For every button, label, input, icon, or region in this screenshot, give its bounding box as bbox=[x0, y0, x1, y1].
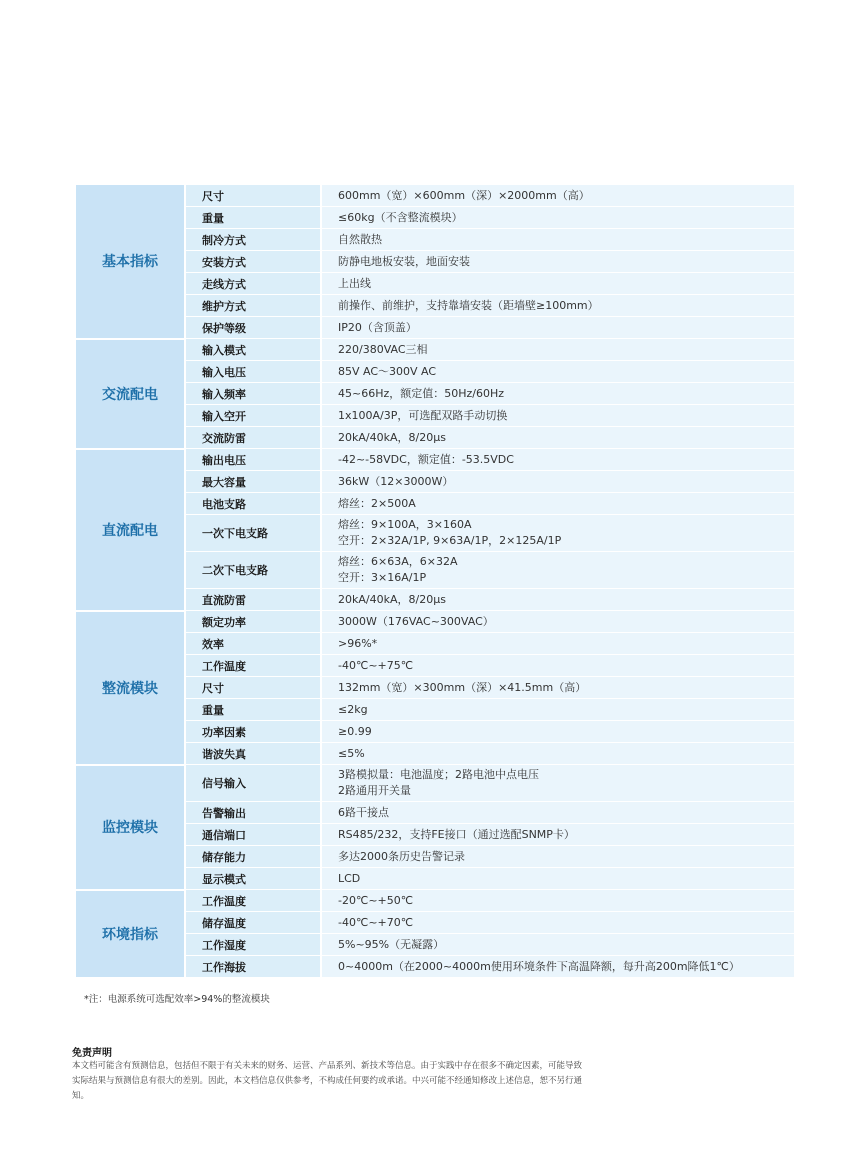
spec-param: 储存温度 bbox=[185, 912, 321, 934]
disclaimer-line: 本文档可能含有预测信息，包括但不限于有关未来的财务、运营、产品系列、新技术等信息。由于实践中存在很多不确定因素，可能导致 bbox=[72, 1061, 583, 1071]
spec-value bbox=[321, 677, 794, 699]
spec-group-label: 交流配电 bbox=[76, 339, 185, 449]
spec-value-line: 熔丝：9×100A，3×160A bbox=[338, 518, 472, 531]
spec-value bbox=[321, 317, 794, 339]
spec-param: 输入频率 bbox=[185, 383, 321, 405]
spec-value-line: 多达2000条历史告警记录 bbox=[338, 849, 465, 863]
spec-value bbox=[321, 405, 794, 427]
spec-param: 输入空开 bbox=[185, 405, 321, 427]
spec-value-line: 20kA/40kA，8/20μs bbox=[338, 430, 446, 444]
spec-param: 显示模式 bbox=[185, 868, 321, 890]
spec-group-label: 基本指标 bbox=[76, 185, 185, 339]
spec-value-line: 空开：2×32A/1P, 9×63A/1P，2×125A/1P bbox=[338, 534, 562, 547]
spec-value-line: 220/380VAC三相 bbox=[338, 342, 428, 356]
spec-value bbox=[321, 449, 794, 471]
disclaimer-line: 实际结果与预测信息有很大的差别。因此，本文档信息仅供参考，不构成任何要约或承诺。中兴可能不经通知修改上述信息，恕不另行通 bbox=[72, 1076, 583, 1086]
spec-value bbox=[321, 229, 794, 251]
spec-value bbox=[321, 493, 794, 515]
spec-param: 工作湿度 bbox=[185, 934, 321, 956]
spec-group-label: 整流模块 bbox=[76, 611, 185, 765]
spec-param: 二次下电支路 bbox=[185, 552, 321, 589]
spec-row bbox=[76, 339, 794, 361]
spec-value bbox=[321, 765, 794, 802]
spec-value bbox=[321, 802, 794, 824]
spec-row bbox=[76, 449, 794, 471]
spec-value-line: -42~-58VDC，额定值：-53.5VDC bbox=[338, 452, 514, 466]
spec-param: 交流防雷 bbox=[185, 427, 321, 449]
spec-param: 额定功率 bbox=[185, 611, 321, 633]
spec-param: 尺寸 bbox=[185, 185, 321, 207]
spec-value-line: 3路模拟量：电池温度；2路电池中点电压 bbox=[338, 768, 539, 781]
spec-param: 保护等级 bbox=[185, 317, 321, 339]
spec-value-line: ≤5% bbox=[338, 746, 365, 760]
spec-value-line: 85V AC～300V AC bbox=[338, 364, 437, 378]
spec-param: 告警输出 bbox=[185, 802, 321, 824]
spec-value-line: 空开：3×16A/1P bbox=[338, 571, 427, 584]
spec-param: 输出电压 bbox=[185, 449, 321, 471]
spec-param: 重量 bbox=[185, 699, 321, 721]
spec-value-line: 600mm（宽）×600mm（深）×2000mm（高） bbox=[338, 188, 590, 202]
spec-value-line: RS485/232，支持FE接口（通过选配SNMP卡） bbox=[338, 827, 575, 841]
spec-value bbox=[321, 361, 794, 383]
spec-row bbox=[76, 611, 794, 633]
spec-param: 最大容量 bbox=[185, 471, 321, 493]
spec-value-line: ≤2kg bbox=[338, 702, 368, 716]
spec-value-line: 132mm（宽）×300mm（深）×41.5mm（高） bbox=[338, 680, 587, 694]
spec-value bbox=[321, 633, 794, 655]
spec-value bbox=[321, 655, 794, 677]
spec-table bbox=[76, 185, 794, 979]
spec-value-line: 防静电地板安装，地面安装 bbox=[338, 254, 470, 268]
spec-value-line: -40℃~+70℃ bbox=[338, 915, 414, 929]
spec-value bbox=[321, 912, 794, 934]
spec-value-line: IP20（含顶盖） bbox=[338, 320, 417, 334]
spec-value-line: 20kA/40kA，8/20μs bbox=[338, 592, 446, 606]
spec-row bbox=[76, 765, 794, 802]
spec-param: 尺寸 bbox=[185, 677, 321, 699]
spec-value-line: 熔丝：6×63A，6×32A bbox=[338, 555, 458, 568]
spec-value-line: >96%* bbox=[338, 636, 378, 650]
spec-value bbox=[321, 743, 794, 765]
spec-value bbox=[321, 956, 794, 978]
spec-value bbox=[321, 383, 794, 405]
spec-param: 安装方式 bbox=[185, 251, 321, 273]
spec-value-line: -20℃~+50℃ bbox=[338, 893, 414, 907]
spec-param: 信号输入 bbox=[185, 765, 321, 802]
spec-value bbox=[321, 207, 794, 229]
spec-value bbox=[321, 611, 794, 633]
spec-value bbox=[321, 515, 794, 552]
spec-value-line: ≥0.99 bbox=[338, 724, 372, 738]
spec-value-line: 2路通用开关量 bbox=[338, 784, 411, 797]
spec-value-line: 45~66Hz，额定值：50Hz/60Hz bbox=[338, 386, 505, 400]
spec-value-line: 5%~95%（无凝露） bbox=[338, 937, 445, 951]
spec-param: 谐波失真 bbox=[185, 743, 321, 765]
spec-row bbox=[76, 185, 794, 207]
spec-value bbox=[321, 890, 794, 912]
spec-value bbox=[321, 251, 794, 273]
spec-param: 输入电压 bbox=[185, 361, 321, 383]
spec-value-line: LCD bbox=[338, 871, 361, 885]
spec-param: 输入模式 bbox=[185, 339, 321, 361]
spec-value bbox=[321, 471, 794, 493]
spec-group-label: 环境指标 bbox=[76, 890, 185, 978]
spec-value bbox=[321, 589, 794, 611]
spec-value-line: 前操作、前维护，支持靠墙安装（距墙壁≥100mm） bbox=[338, 298, 599, 312]
spec-param: 效率 bbox=[185, 633, 321, 655]
spec-value-line: 36kW（12×3000W） bbox=[338, 474, 454, 488]
spec-param: 通信端口 bbox=[185, 824, 321, 846]
spec-value bbox=[321, 868, 794, 890]
spec-param: 工作温度 bbox=[185, 890, 321, 912]
spec-value-line: 上出线 bbox=[338, 276, 371, 290]
spec-param: 功率因素 bbox=[185, 721, 321, 743]
spec-value bbox=[321, 552, 794, 589]
spec-value-line: 0~4000m（在2000~4000m使用环境条件下高温降额，每升高200m降低1℃） bbox=[338, 959, 740, 973]
spec-param: 维护方式 bbox=[185, 295, 321, 317]
disclaimer-line: 知。 bbox=[72, 1091, 90, 1101]
spec-value bbox=[321, 699, 794, 721]
spec-value-line: 6路干接点 bbox=[338, 805, 389, 819]
spec-value-line: 1x100A/3P，可选配双路手动切换 bbox=[338, 408, 508, 422]
spec-row bbox=[76, 890, 794, 912]
footnote: *注：电源系统可选配效率>94%的整流模块 bbox=[84, 994, 270, 1005]
spec-value-line: ≤60kg（不含整流模块） bbox=[338, 210, 463, 224]
spec-param: 制冷方式 bbox=[185, 229, 321, 251]
disclaimer-text bbox=[72, 1059, 617, 1104]
spec-param: 电池支路 bbox=[185, 493, 321, 515]
spec-value bbox=[321, 934, 794, 956]
spec-value bbox=[321, 185, 794, 207]
spec-param: 工作海拔 bbox=[185, 956, 321, 978]
spec-value bbox=[321, 721, 794, 743]
spec-param: 重量 bbox=[185, 207, 321, 229]
spec-value bbox=[321, 273, 794, 295]
spec-group-label: 监控模块 bbox=[76, 765, 185, 890]
spec-param: 走线方式 bbox=[185, 273, 321, 295]
disclaimer-title: 免责声明 bbox=[72, 1048, 112, 1059]
spec-value bbox=[321, 846, 794, 868]
spec-value bbox=[321, 295, 794, 317]
spec-value bbox=[321, 339, 794, 361]
spec-param: 储存能力 bbox=[185, 846, 321, 868]
spec-param: 工作温度 bbox=[185, 655, 321, 677]
spec-value-line: -40℃~+75℃ bbox=[338, 658, 414, 672]
spec-value-line: 3000W（176VAC~300VAC） bbox=[338, 614, 494, 628]
spec-table-body bbox=[76, 185, 794, 978]
spec-param: 直流防雷 bbox=[185, 589, 321, 611]
spec-param: 一次下电支路 bbox=[185, 515, 321, 552]
spec-group-label: 直流配电 bbox=[76, 449, 185, 611]
spec-value bbox=[321, 427, 794, 449]
spec-value-line: 自然散热 bbox=[338, 232, 382, 246]
spec-value bbox=[321, 824, 794, 846]
spec-value-line: 熔丝：2×500A bbox=[338, 496, 416, 510]
